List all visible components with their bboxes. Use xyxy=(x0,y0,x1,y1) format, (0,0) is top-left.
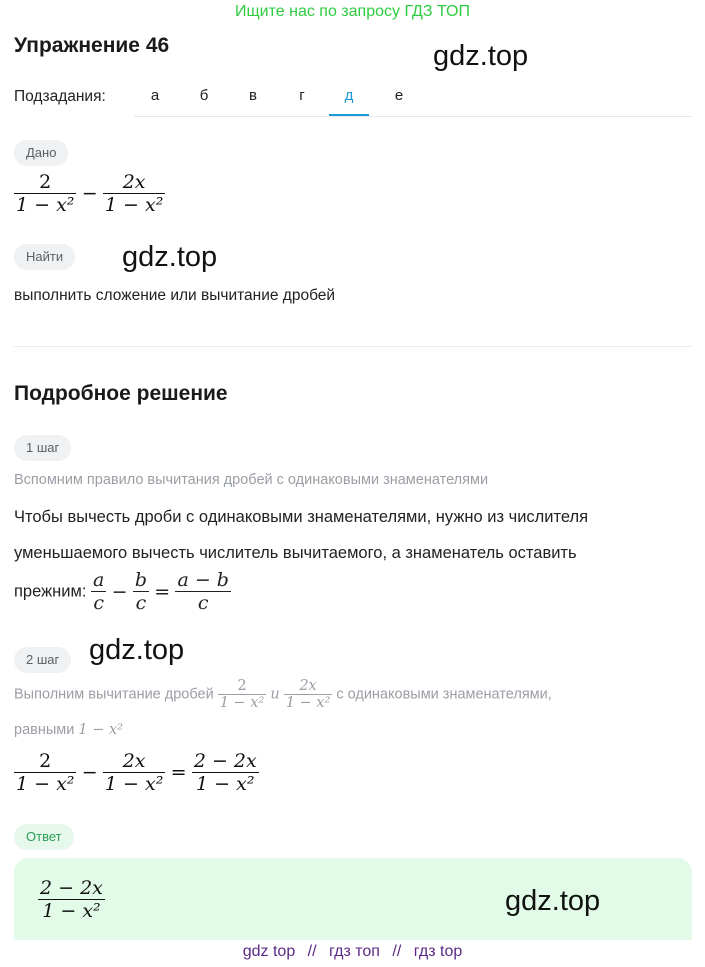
find-badge: Найти xyxy=(14,244,75,270)
footer xyxy=(0,943,705,961)
step2-equation: $\frac{2}{\text{1 − x²}}$ − $\frac{2x}{\text{1 − x²}}$ = $\frac{2 - 2x}{\text{1 − x²}}$ xyxy=(16,750,257,795)
given-b-den: 1 − x² xyxy=(104,194,164,216)
given-b-num: 2x xyxy=(122,171,146,193)
rule-result-num: a − b xyxy=(177,569,229,591)
step1-line3-text: прежним: xyxy=(14,582,87,601)
tab-e[interactable]: е xyxy=(394,87,404,104)
step2-hint-denominator: 1 − x² xyxy=(78,722,123,738)
hint-a-num: 2 xyxy=(237,678,247,694)
divider xyxy=(14,346,692,347)
step1-badge: 1 шаг xyxy=(14,435,71,461)
eq-a-den: 1 − x² xyxy=(16,773,75,795)
step1-hint: Вспомним правило вычитания дробей с одинаковыми знаменателями xyxy=(14,472,489,488)
tab-d[interactable]: д xyxy=(329,86,369,116)
rule-b: b xyxy=(134,569,147,591)
eq-b-den: 1 − x² xyxy=(104,773,164,795)
hint-b-num: 2x xyxy=(299,678,317,694)
rule-a: a xyxy=(93,569,105,591)
answer-fraction xyxy=(38,877,105,922)
rule-c2: c xyxy=(133,591,149,614)
tab-b[interactable]: б xyxy=(199,87,209,104)
answer-badge: Ответ xyxy=(14,824,74,850)
footer-link-3[interactable]: гдз top xyxy=(413,943,463,960)
exercise-title: Упражнение 46 xyxy=(14,34,170,57)
step2-hint-line2-text: равными xyxy=(14,722,75,738)
step2-hint-line2 xyxy=(14,722,123,738)
rule-c3: c xyxy=(175,591,231,614)
given-a-num: 2 xyxy=(39,171,52,193)
subtasks-tabs xyxy=(134,86,692,117)
watermark: gdz.top xyxy=(89,634,185,666)
promo-banner[interactable]: Ищите нас по запросу ГДЗ ТОП xyxy=(235,3,470,20)
tab-v[interactable]: в xyxy=(249,87,257,104)
eq-a-num: 2 xyxy=(39,750,52,772)
step2-hint-post: с одинаковыми знаменателями, xyxy=(336,686,552,703)
solution-title: Подробное решение xyxy=(14,382,228,405)
tab-a[interactable]: а xyxy=(150,87,160,104)
tab-g[interactable]: г xyxy=(299,87,305,104)
given-a-den: 1 − x² xyxy=(16,194,75,216)
eq-b-num: 2x xyxy=(122,750,146,772)
step1-line1: Чтобы вычесть дроби с одинаковыми знаменателями, нужно из числителя xyxy=(14,508,589,526)
minus-sign: − xyxy=(81,182,98,205)
watermark: gdz.top xyxy=(122,241,218,273)
step1-line3: прежним: $\frac{a}{c}$ − $\frac{b}{c}$ = $\frac{a - b}{c}$ xyxy=(14,569,229,614)
answer-num: 2 − 2x xyxy=(40,877,103,899)
rule-c1: c xyxy=(91,591,106,614)
eq-result-den: 1 − x² xyxy=(192,772,259,795)
footer-sep-1: // xyxy=(307,943,317,960)
watermark: gdz.top xyxy=(433,40,529,72)
watermark: gdz.top xyxy=(505,885,601,917)
step2-hint-pre: Выполним вычитание дробей xyxy=(14,686,214,703)
hint-b-den: 1 − x² xyxy=(285,695,331,711)
hint-a-den: 1 − x² xyxy=(219,695,265,711)
step2-badge: 2 шаг xyxy=(14,647,71,673)
step2-hint xyxy=(14,678,552,711)
subtasks-label: Подзадания: xyxy=(14,88,106,105)
eq-result-num: 2 − 2x xyxy=(193,750,257,772)
footer-sep-2: // xyxy=(392,943,402,960)
step2-hint-and: и xyxy=(270,686,280,703)
footer-link-1[interactable]: gdz top xyxy=(242,943,296,960)
given-badge: Дано xyxy=(14,140,68,166)
footer-link-2[interactable]: гдз топ xyxy=(329,943,380,960)
answer-den: 1 − x² xyxy=(38,899,105,922)
find-text: выполнить сложение или вычитание дробей xyxy=(14,287,336,304)
given-expression xyxy=(14,171,165,216)
step1-line2: уменьшаемого вычесть числитель вычитаемого, а знаменатель оставить xyxy=(14,544,577,562)
